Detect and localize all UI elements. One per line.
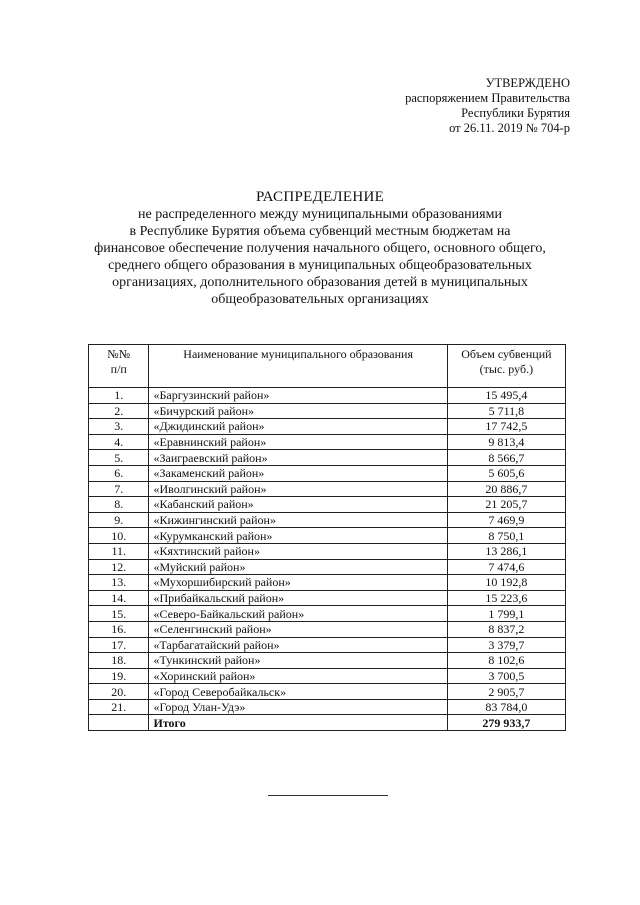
row-number: 15. <box>89 606 149 622</box>
row-number: 8. <box>89 497 149 513</box>
row-name: «Джидинский район» <box>149 419 447 435</box>
document-subtitle-line: среднего общего образования в муниципальных общеобразовательных <box>108 258 532 273</box>
table-row <box>89 668 566 684</box>
row-number: 12. <box>89 559 149 575</box>
row-value: 9 813,4 <box>447 434 565 450</box>
row-value: 13 286,1 <box>447 543 565 559</box>
row-number: 13. <box>89 575 149 591</box>
row-number: 10. <box>89 528 149 544</box>
document-subtitle-line: общеобразовательных организациях <box>211 292 429 307</box>
row-value: 83 784,0 <box>447 699 565 715</box>
row-name: «Кяхтинский район» <box>149 543 447 559</box>
document-heading: РАСПРЕДЕЛЕНИЕ <box>255 189 385 205</box>
row-name: «Бичурский район» <box>149 403 447 419</box>
row-value: 15 223,6 <box>447 590 565 606</box>
row-value: 8 102,6 <box>447 653 565 669</box>
table-row <box>89 465 566 481</box>
row-number: 4. <box>89 434 149 450</box>
table-row <box>89 699 566 715</box>
row-number: 5. <box>89 450 149 466</box>
table-header <box>89 345 566 388</box>
approval-stamp: УТВЕРЖДЕНО <box>485 76 570 90</box>
document-subtitle-line: не распределенного между муниципальными образованиями <box>138 207 502 222</box>
table-body <box>89 388 566 731</box>
table-row <box>89 512 566 528</box>
row-number: 17. <box>89 637 149 653</box>
table-row <box>89 653 566 669</box>
row-value: 7 469,9 <box>447 512 565 528</box>
table-row <box>89 684 566 700</box>
row-name: «Еравнинский район» <box>149 434 447 450</box>
table-row <box>89 403 566 419</box>
row-value: 8 566,7 <box>447 450 565 466</box>
row-name: «Муйский район» <box>149 559 447 575</box>
header-value-line2: (тыс. руб.) <box>479 362 534 376</box>
row-value: 21 205,7 <box>447 497 565 513</box>
row-number: 21. <box>89 699 149 715</box>
row-name: «Селенгинский район» <box>149 621 447 637</box>
row-name: «Тункинский район» <box>149 653 447 669</box>
row-value: 3 700,5 <box>447 668 565 684</box>
row-name: «Заиграевский район» <box>149 450 447 466</box>
row-number: 9. <box>89 512 149 528</box>
table-row <box>89 528 566 544</box>
row-name: «Баргузинский район» <box>149 388 447 404</box>
row-value: 8 750,1 <box>447 528 565 544</box>
document-subtitle-line: финансовое обеспечение получения начального общего, основного общего, <box>94 241 546 256</box>
row-number: 3. <box>89 419 149 435</box>
row-value: 8 837,2 <box>447 621 565 637</box>
row-name: «Город Улан-Удэ» <box>149 699 447 715</box>
table-row <box>89 388 566 404</box>
row-name: «Кижингинский район» <box>149 512 447 528</box>
total-value: 279 933,7 <box>447 715 565 731</box>
table-row <box>89 481 566 497</box>
table-total-row <box>89 715 566 731</box>
row-value: 2 905,7 <box>447 684 565 700</box>
row-value: 10 192,8 <box>447 575 565 591</box>
header-number-line1: №№ <box>107 347 131 361</box>
row-name: «Тарбагатайский район» <box>149 637 447 653</box>
row-number: 1. <box>89 388 149 404</box>
row-value: 7 474,6 <box>447 559 565 575</box>
row-value: 1 799,1 <box>447 606 565 622</box>
total-label: Итого <box>149 715 447 731</box>
row-name: «Хоринский район» <box>149 668 447 684</box>
row-number: 14. <box>89 590 149 606</box>
row-value: 5 605,6 <box>447 465 565 481</box>
table-header-row <box>89 345 566 388</box>
table-row <box>89 419 566 435</box>
header-number <box>89 345 149 388</box>
approval-republic: Республики Бурятия <box>461 106 570 120</box>
row-name: «Кабанский район» <box>149 497 447 513</box>
row-name: «Иволгинский район» <box>149 481 447 497</box>
table-row <box>89 606 566 622</box>
table-row <box>89 543 566 559</box>
table-row <box>89 559 566 575</box>
document-subtitle-line: в Республике Бурятия объема субвенций местным бюджетам на <box>129 224 511 239</box>
row-value: 20 886,7 <box>447 481 565 497</box>
row-value: 5 711,8 <box>447 403 565 419</box>
document-title-block <box>70 188 570 308</box>
row-name: «Курумканский район» <box>149 528 447 544</box>
row-number: 7. <box>89 481 149 497</box>
document-subtitle-line: организациях, дополнительного образования детей в муниципальных <box>112 275 528 290</box>
row-name: «Закаменский район» <box>149 465 447 481</box>
row-number: 11. <box>89 543 149 559</box>
row-number: 19. <box>89 668 149 684</box>
table-row <box>89 637 566 653</box>
row-number: 6. <box>89 465 149 481</box>
table-row <box>89 575 566 591</box>
table-row <box>89 621 566 637</box>
approval-block <box>310 76 570 136</box>
row-name: «Мухоршибирский район» <box>149 575 447 591</box>
row-value: 15 495,4 <box>447 388 565 404</box>
row-name: «Прибайкальский район» <box>149 590 447 606</box>
footer-divider <box>268 795 388 796</box>
row-value: 3 379,7 <box>447 637 565 653</box>
header-value-line1: Объем субвенций <box>461 347 552 361</box>
header-number-line2: п/п <box>110 362 127 376</box>
header-value <box>447 345 565 388</box>
table-row <box>89 590 566 606</box>
table-row <box>89 450 566 466</box>
total-number <box>89 715 149 731</box>
row-number: 20. <box>89 684 149 700</box>
row-name: «Северо-Байкальский район» <box>149 606 447 622</box>
approval-decree: распоряжением Правительства <box>405 91 570 105</box>
row-number: 16. <box>89 621 149 637</box>
approval-date: от 26.11. 2019 № 704-р <box>449 121 570 135</box>
row-number: 2. <box>89 403 149 419</box>
table-row <box>89 434 566 450</box>
table-row <box>89 497 566 513</box>
row-value: 17 742,5 <box>447 419 565 435</box>
row-number: 18. <box>89 653 149 669</box>
header-name: Наименование муниципального образования <box>149 345 447 388</box>
row-name: «Город Северобайкальск» <box>149 684 447 700</box>
subvention-table <box>88 344 566 731</box>
